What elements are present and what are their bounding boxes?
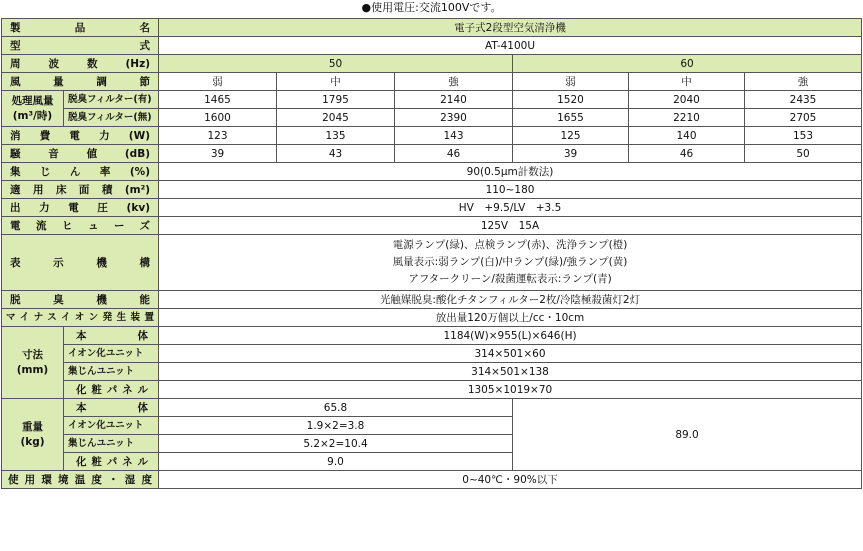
noise-value: 43	[277, 145, 395, 163]
capacity-value: 1520	[513, 91, 629, 109]
label-floor-area: 適用床面積(m²)	[2, 181, 159, 199]
value-ion: 放出量120万個以上/cc・10cm	[159, 309, 862, 327]
value-deodorize: 光触媒脱臭:酸化チタンフィルター2枚/冷陰極殺菌灯2灯	[159, 291, 862, 309]
capacity-line1: 処理風量	[11, 94, 54, 107]
value-floor-area: 110~180	[159, 181, 862, 199]
noise-value: 39	[513, 145, 629, 163]
capacity-value: 1655	[513, 109, 629, 127]
label-weight-dust: 集じんユニット	[64, 435, 159, 453]
size-line1: 寸法	[22, 348, 43, 361]
size-line2: (mm)	[16, 363, 49, 376]
value-freq-60: 60	[513, 55, 862, 73]
display-line: 電源ランプ(緑)、点検ランプ(赤)、洗浄ランプ(橙)	[392, 239, 628, 251]
label-filter-with: 脱臭フィルター(有)	[64, 91, 159, 109]
value-weight-total: 89.0	[513, 399, 862, 471]
noise-value: 46	[395, 145, 513, 163]
value-weight-ion: 1.9×2=3.8	[159, 417, 513, 435]
spec-table	[1, 18, 862, 489]
label-fuse: 電流ヒューズ	[2, 217, 159, 235]
airflow-level: 弱	[513, 73, 629, 91]
row-deodorize	[2, 291, 862, 309]
value-weight-body: 65.8	[159, 399, 513, 417]
label-power: 消費電力(W)	[2, 127, 159, 145]
label-size-body: 本体	[64, 327, 159, 345]
label-weight-panel: 化粧パネル	[64, 453, 159, 471]
power-value: 153	[745, 127, 862, 145]
row-product	[2, 19, 862, 37]
row-floor-area	[2, 181, 862, 199]
row-size-dust	[2, 363, 862, 381]
row-airflow	[2, 73, 862, 91]
power-value: 143	[395, 127, 513, 145]
value-dust-rate: 90(0.5μm計数法)	[159, 163, 862, 181]
display-line: 風量表示:弱ランプ(白)/中ランプ(緑)/強ランプ(黄)	[392, 256, 628, 268]
row-noise	[2, 145, 862, 163]
display-line: アフタークリーン/殺菌運転表示:ランプ(青)	[408, 273, 612, 285]
capacity-line2: (m³/時)	[12, 109, 53, 122]
row-size-panel	[2, 381, 862, 399]
label-filter-without: 脱臭フィルター(無)	[64, 109, 159, 127]
label-display: 表示機構	[2, 235, 159, 291]
capacity-value: 2140	[395, 91, 513, 109]
capacity-value: 2435	[745, 91, 862, 109]
label-product: 製品名	[2, 19, 159, 37]
label-deodorize: 脱臭機能	[2, 291, 159, 309]
value-fuse: 125V 15A	[159, 217, 862, 235]
power-value: 135	[277, 127, 395, 145]
label-noise: 騒音値(dB)	[2, 145, 159, 163]
value-weight-dust: 5.2×2=10.4	[159, 435, 513, 453]
label-ion: マイナスイオン発生装置	[2, 309, 159, 327]
value-freq-50: 50	[159, 55, 513, 73]
value-size-dust: 314×501×138	[159, 363, 862, 381]
weight-line1: 重量	[22, 420, 43, 433]
row-weight-body	[2, 399, 862, 417]
label-weight	[2, 399, 64, 471]
value-environment: 0~40℃・90%以下	[159, 471, 862, 489]
row-environment	[2, 471, 862, 489]
value-product: 電子式2段型空気清浄機	[159, 19, 862, 37]
row-display	[2, 235, 862, 291]
airflow-level: 強	[745, 73, 862, 91]
label-environment: 使用環境温度・湿度	[2, 471, 159, 489]
value-output-voltage: HV +9.5/LV +3.5	[159, 199, 862, 217]
capacity-value: 1795	[277, 91, 395, 109]
airflow-level: 弱	[159, 73, 277, 91]
capacity-value: 2390	[395, 109, 513, 127]
label-dust-rate: 集じん率(%)	[2, 163, 159, 181]
label-frequency: 周波数(Hz)	[2, 55, 159, 73]
label-size-ion: イオン化ユニット	[64, 345, 159, 363]
label-size-dust: 集じんユニット	[64, 363, 159, 381]
value-size-panel: 1305×1019×70	[159, 381, 862, 399]
airflow-level: 中	[629, 73, 745, 91]
capacity-value: 2040	[629, 91, 745, 109]
value-size-body: 1184(W)×955(L)×646(H)	[159, 327, 862, 345]
label-output-voltage: 出力電圧(kv)	[2, 199, 159, 217]
capacity-value: 2705	[745, 109, 862, 127]
row-fuse	[2, 217, 862, 235]
noise-value: 46	[629, 145, 745, 163]
capacity-value: 2045	[277, 109, 395, 127]
value-size-ion: 314×501×60	[159, 345, 862, 363]
label-size	[2, 327, 64, 399]
airflow-level: 中	[277, 73, 395, 91]
capacity-value: 1600	[159, 109, 277, 127]
row-dust-rate	[2, 163, 862, 181]
row-filter-with	[2, 91, 862, 109]
capacity-value: 2210	[629, 109, 745, 127]
label-model: 型式	[2, 37, 159, 55]
noise-value: 39	[159, 145, 277, 163]
power-value: 125	[513, 127, 629, 145]
label-weight-body: 本体	[64, 399, 159, 417]
row-model	[2, 37, 862, 55]
row-frequency	[2, 55, 862, 73]
weight-line2: (kg)	[20, 435, 45, 448]
value-display	[159, 235, 862, 291]
value-model: AT-4100U	[159, 37, 862, 55]
row-size-ion	[2, 345, 862, 363]
power-value: 123	[159, 127, 277, 145]
label-airflow: 風量調節	[2, 73, 159, 91]
noise-value: 50	[745, 145, 862, 163]
row-size-body	[2, 327, 862, 345]
row-filter-without	[2, 109, 862, 127]
value-weight-panel: 9.0	[159, 453, 513, 471]
airflow-level: 強	[395, 73, 513, 91]
row-ion	[2, 309, 862, 327]
voltage-note: ●使用電圧:交流100Vです。	[361, 1, 502, 14]
row-output-voltage	[2, 199, 862, 217]
capacity-value: 1465	[159, 91, 277, 109]
label-weight-ion: イオン化ユニット	[64, 417, 159, 435]
row-power	[2, 127, 862, 145]
label-capacity	[2, 91, 64, 127]
power-value: 140	[629, 127, 745, 145]
label-size-panel: 化粧パネル	[64, 381, 159, 399]
